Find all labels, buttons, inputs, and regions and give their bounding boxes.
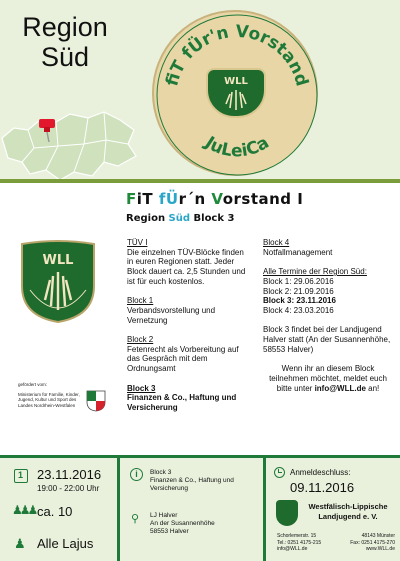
date-item: Block 2: 21.09.2016 <box>263 286 334 296</box>
wll-logo-large <box>18 240 98 324</box>
region-title <box>0 0 130 82</box>
footer-info: Block 3 Finanzen & Co., Haftung und Versicherung <box>150 469 234 492</box>
date-item: Block 4: 23.03.2016 <box>263 305 334 315</box>
region-map <box>0 108 140 180</box>
block2-text: Fetenrecht als Vorbereitung auf das Gespräch mit dem Ordnungsamt <box>127 344 239 374</box>
org-name: Westfälisch-Lippische Landjugend e. V. <box>308 502 388 521</box>
footer-separator <box>117 455 120 561</box>
tuev-text: Die einzelnen TÜV-Blöcke finden in euren Regionen statt. Jeder Block dauert ca. 2,5 Stunden und ist für euch kostenlos. <box>127 247 246 286</box>
block1-text: Verbandsvorstellung und Vernetzung <box>127 305 216 325</box>
contact-email-link[interactable]: info@WLL.de <box>314 383 366 393</box>
funding-label: gefördert vom: <box>18 382 48 387</box>
wll-logo-small <box>276 500 298 526</box>
dates-title: Alle Termine der Region Süd: <box>263 267 367 277</box>
block2-title: Block 2 <box>127 335 154 344</box>
funding-ministry: Ministerium für Familie, Kinder, Jugend, Kultur und Sport des Landes Nordrhein-Westfalen <box>18 391 80 408</box>
audience: Alle Lajus <box>37 536 94 551</box>
event-subheading: Region Süd Block 3 <box>126 213 235 224</box>
contact-text: Wenn ihr an diesem Block teilnehmen möchtet, meldet euch bitte unter info@WLL.de an! <box>269 364 387 393</box>
footer-separator <box>263 455 266 561</box>
calendar-icon <box>14 469 28 483</box>
nrw-crest-icon <box>86 390 106 412</box>
schedule-column <box>263 238 393 393</box>
block4-title: Block 4 <box>263 238 290 247</box>
org-email-link[interactable]: info@WLL.de <box>277 546 308 552</box>
header-band <box>0 0 400 180</box>
block3-text: Finanzen & Co., Haftung und Versicherung <box>127 393 237 412</box>
event-heading: FiT fÜr´n Vorstand I <box>126 190 304 208</box>
venue-text: Block 3 findet bei der Landjugend Halver statt (An der Susannenhöhe, 58553 Halver) <box>263 325 391 354</box>
clock-icon <box>274 467 285 478</box>
org-web-link[interactable]: www.WLL.de <box>365 546 395 552</box>
location-icon: ⚲ <box>131 513 140 525</box>
date-item: Block 1: 29.06.2016 <box>263 276 334 286</box>
tuev-title: TÜV I <box>127 238 148 247</box>
region-title-line2: Süd <box>40 42 90 72</box>
badge-top-text: fiT fÜr'n Vorstand <box>162 21 312 89</box>
badge-bottom-text: JuLeiCa <box>201 132 273 162</box>
map-pin-icon <box>36 117 58 143</box>
event-time: 19:00 - 22:00 Uhr <box>37 484 100 493</box>
region-title-line1: Region <box>22 12 108 42</box>
participants-count: ca. 10 <box>37 504 73 519</box>
block3-title: Block 3 <box>127 383 156 393</box>
date-item-current: Block 3: 23.11.2016 <box>263 296 336 306</box>
svg-text:WLL: WLL <box>42 253 74 268</box>
wll-logo <box>206 68 266 118</box>
svg-text:WLL: WLL <box>224 76 248 87</box>
juleica-badge <box>152 10 318 176</box>
header-divider <box>0 179 400 183</box>
org-contact: Schorlemerstr. 15 48143 Münster Tel.: 0251 4175-215 Fax: 0251 4175-270 info@WLL.de www.WLL.de <box>277 533 395 552</box>
group-icon: ♟♟♟ <box>12 503 36 517</box>
event-date: 23.11.2016 <box>37 467 102 482</box>
person-icon: ♟ <box>14 536 26 551</box>
block4-text: Notfallmanagement <box>263 247 333 257</box>
deadline-date: 09.11.2016 <box>290 480 355 495</box>
info-icon: i <box>130 468 143 481</box>
description-column <box>127 238 252 413</box>
footer-venue: LJ Halver An der Susannenhöhe 58553 Halver <box>150 512 215 535</box>
funding-note <box>18 382 128 408</box>
block1-title: Block 1 <box>127 296 154 306</box>
deadline-label: Anmeldeschluss: <box>290 468 351 477</box>
